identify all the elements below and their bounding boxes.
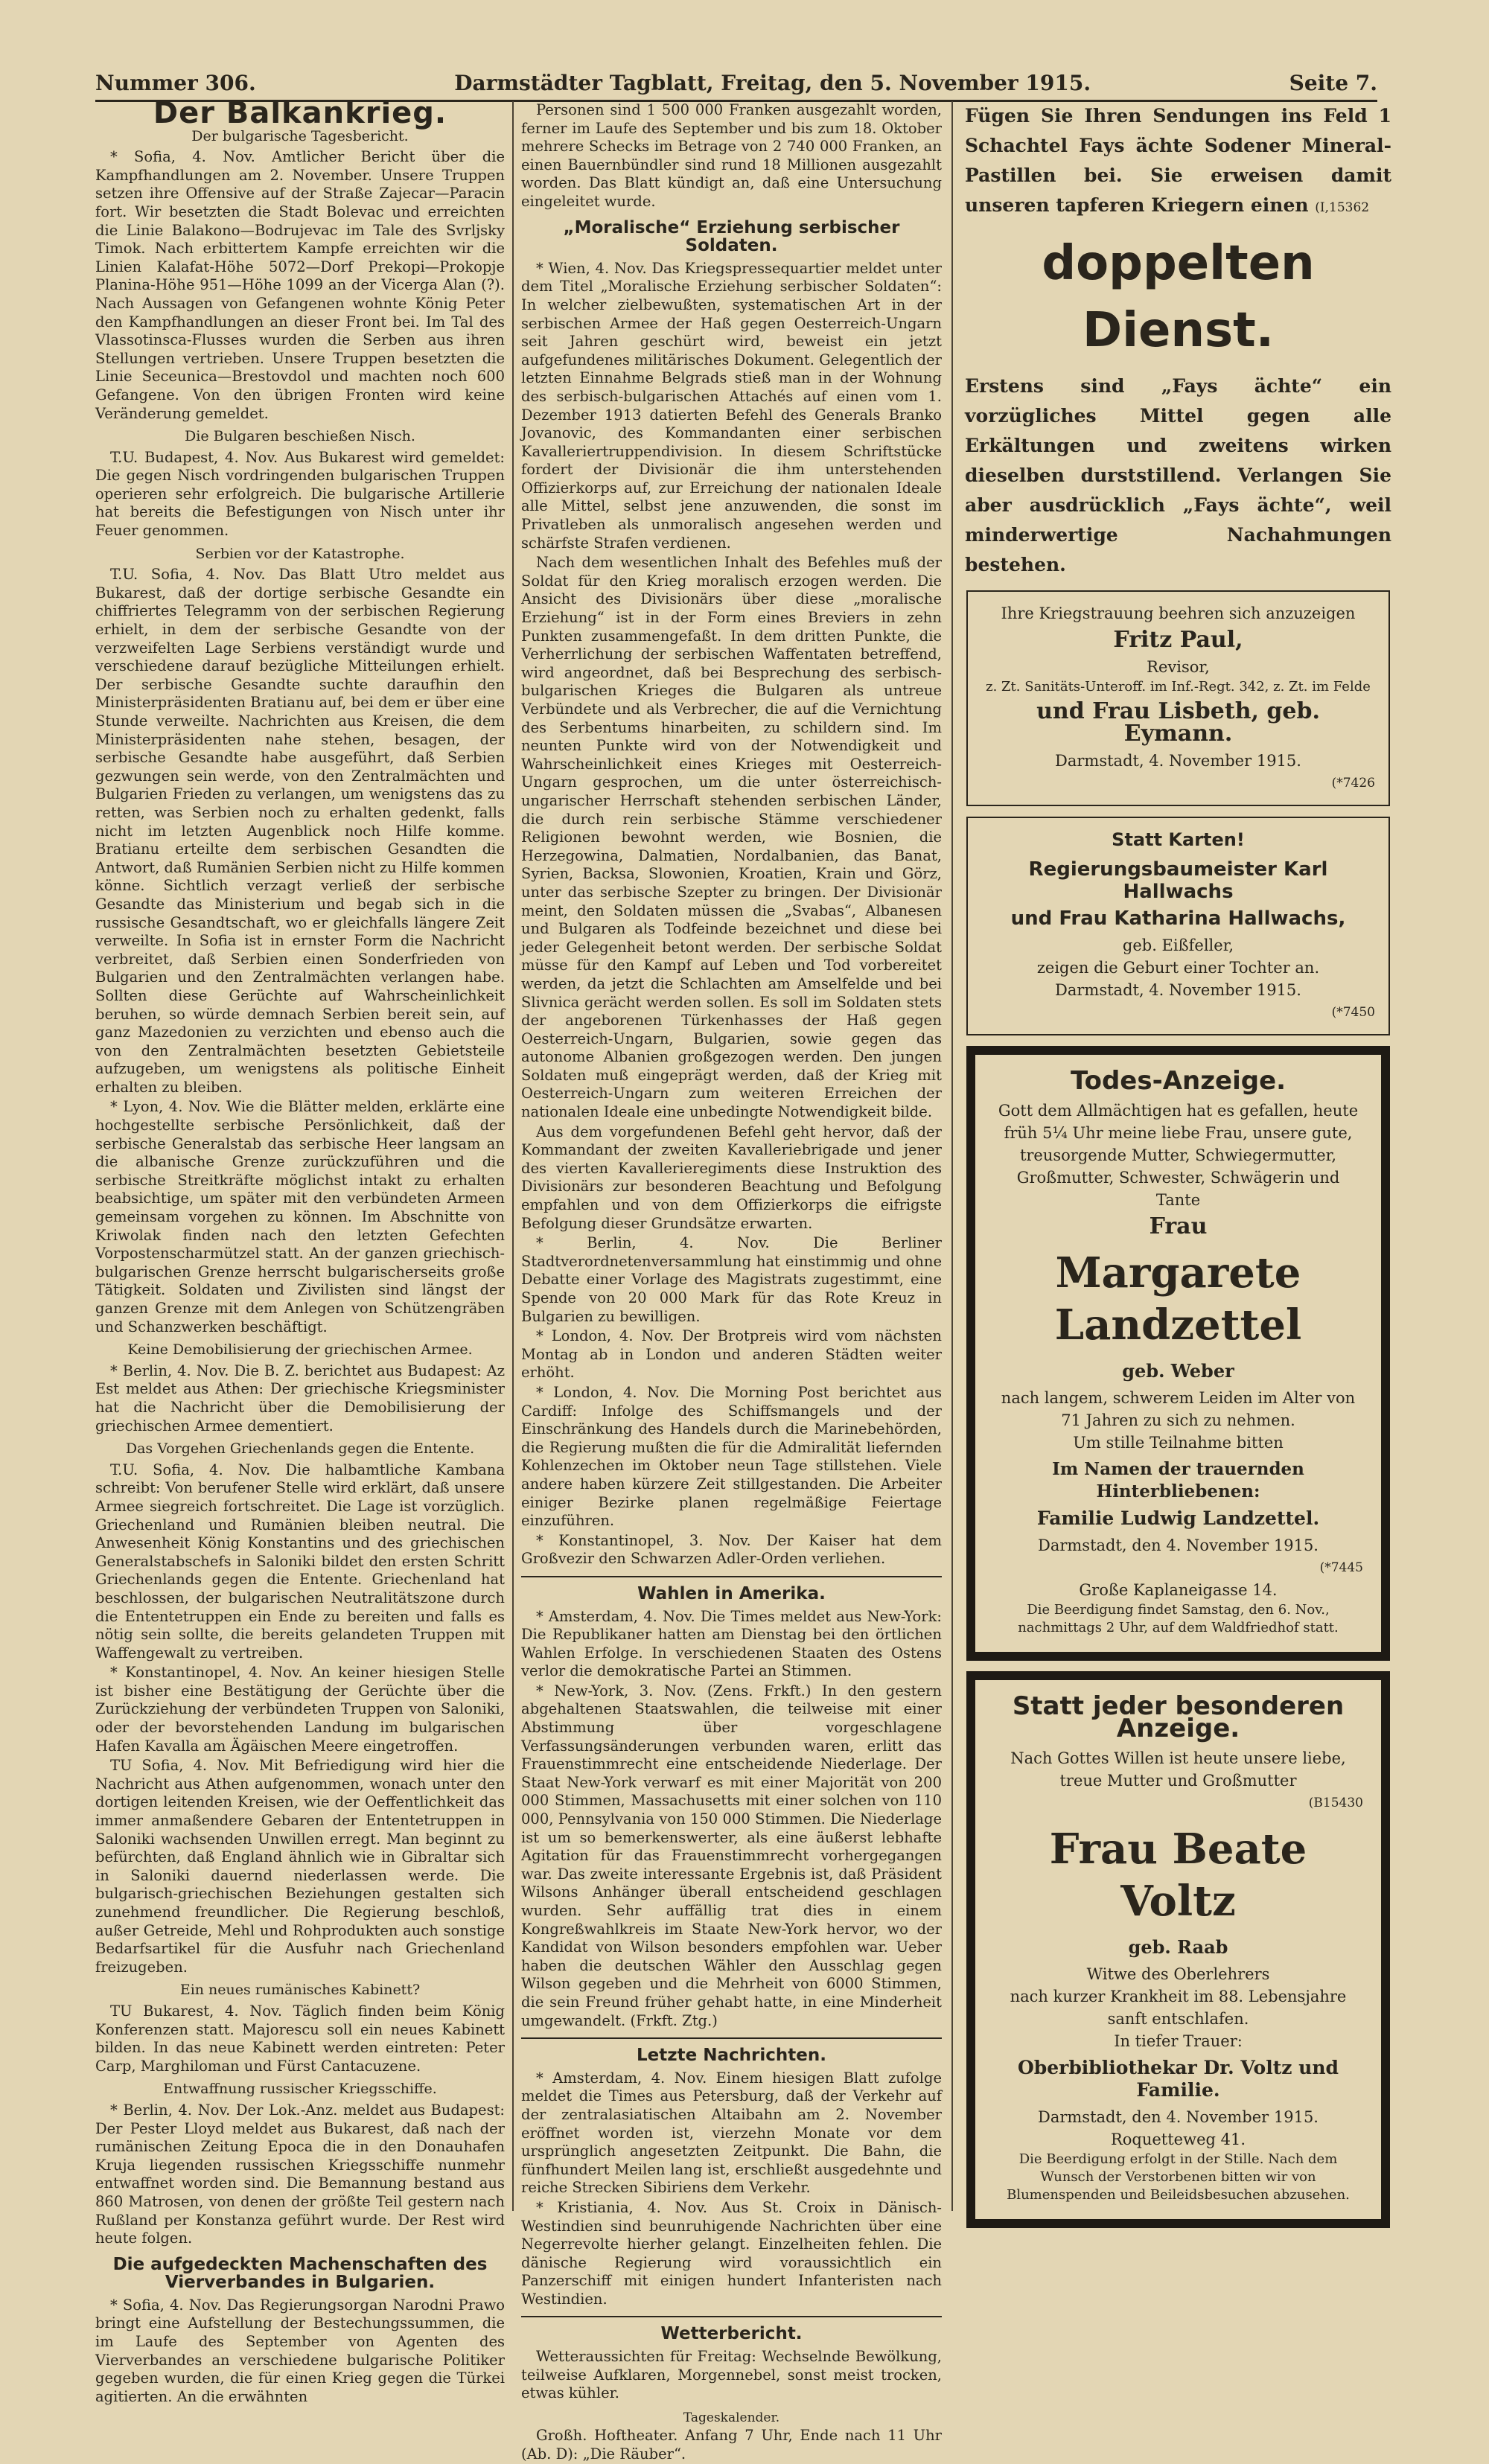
death-notice-voltz (966, 1671, 1390, 2228)
article-paragraph: * Berlin, 4. Nov. Die B. Z. berichtet aus Budapest: Az Est meldet aus Athen: Der griechische Kriegsminister hat die Nachricht über die Demobilisierung der griechischen Armee dementiert. (95, 1362, 505, 1434)
ad-slogan: doppelten Dienst. (1042, 236, 1315, 358)
fays-advertisement (960, 101, 1396, 580)
ad-text: Nach Gottes Willen ist heute unsere liebe, treue Mutter und Großmutter (1010, 1749, 1346, 1790)
article-paragraph: Wetteraussichten für Freitag: Wechselnde Bewölkung, teilweise Aufklaren, Morgennebel, sonst meist trocken, etwas kühler. (521, 2348, 942, 2402)
ad-text: Revisor, (1147, 658, 1210, 676)
birth-announcement (966, 817, 1390, 1035)
death-notice-landzettel (966, 1046, 1390, 1661)
ad-text: Ihre Kriegstrauung beehren sich anzuzeigen (1001, 604, 1356, 622)
ad-text: Im Namen der trauernden Hinterbliebenen: (1052, 1459, 1304, 1501)
section-rule (521, 1576, 942, 1577)
article-paragraph: * Konstantinopel, 4. Nov. An keiner hiesigen Stelle ist bisher eine Bestätigung der Gerüchte über die Zurückziehung der verbündeten Truppen von Saloniki, oder der bevorstehenden Landung im bulgarischen Hafen Kavalla am Ägäischen Meere eingetroffen. (95, 1664, 505, 1755)
ad-text: geb. Raab (1128, 1936, 1228, 1958)
column-1 (95, 96, 505, 2405)
page-number: Seite 7. (1289, 71, 1377, 95)
ad-date: Darmstadt, den 4. November 1915. (1038, 2108, 1319, 2126)
ad-heading: Statt jeder besonderen Anzeige. (1012, 1691, 1345, 1743)
ad-name: Margarete Landzettel (1054, 1248, 1302, 1350)
ad-text: Um stille Teilnahme bitten (1073, 1434, 1284, 1452)
section-rule (521, 2037, 942, 2039)
subheading: Das Vorgehen Griechenlands gegen die Entente. (125, 1440, 475, 1458)
article-paragraph: * Sofia, 4. Nov. Amtlicher Bericht über die Kampfhandlungen am 2. November. Unsere Truppen setzen ihre Offensive auf der Straße Zajecar—Paracin fort. Wir besetzten die Stadt Bolevac und erreichten die Linie Balakono—Bodrujevac im Tale des Svrljsky Timok. Nach erbittertem Kampfe erreichten wir die Linien Kalafat-Höhe 5072—Dorf Prekopi—Prokopje Planina-Höhe 951—Höhe 1099 an der Vicerga Alan (?). Nach Aussagen von Gefangenen wohnte König Peter den Kampfhandlungen an dieser Front bei. Im Tal des Vlassotinsca-Flusses wurden die Serben aus ihren Stellungen vertrieben. Unsere Truppen besetzten die Linie Seceunica—Brestovdol und machten noch 600 Gefangene. Von den übrigen Fronten wird keine Veränderung gemeldet. (95, 148, 505, 422)
section-heading: Die aufgedeckten Machenschaften des Vierverbandes in Bulgarien. (112, 2254, 488, 2293)
subheading: Entwaffnung russischer Kriegsschiffe. (163, 2081, 437, 2098)
ad-text: Große Kaplaneigasse 14. (1079, 1581, 1278, 1599)
ad-reference: (B15430 (1308, 1796, 1363, 1810)
newspaper-title-date: Darmstädter Tagblatt, Freitag, den 5. November 1915. (454, 71, 1091, 95)
section-heading: Wetterbericht. (660, 2324, 803, 2344)
article-paragraph: * New-York, 3. Nov. (Zens. Frkft.) In den gestern abgehaltenen Staatswahlen, die teilweise mit einer Abstimmung über vorgeschlagene Verfassungsänderungen verbunden waren, erlitt das Frauenstimmrecht eine entscheidende Niederlage. Der Staat New-York verwarf es mit einer Majorität von 200 000 Stimmen, Massachusetts mit einer solchen von 110 000, Pennsylvania von 150 000 Stimmen. Die Niederlage ist um so bemerkenswerter, als eine äußerst lebhafte Agitation für das Frauenstimmrecht vorhergegangen war. Das zweite interessante Ergebnis ist, daß Präsident Wilsons Anhänger überall entscheidend geschlagen wurden. Sehr auffällig trat dies in einem Kongreßwahlkreis im Staate New-York hervor, wo der Kandidat von Wilson besonders empfohlen war. Ueber haben die deutschen Wähler den Ausschlag gegen Wilson gegeben und die Mehrheit von 6000 Stimmen, die sein Freund früher gehabt hatte, in eine Minderheit umgewandelt. (Frkft. Ztg.) (521, 1682, 942, 2029)
ad-text: In tiefer Trauer: (1114, 2032, 1243, 2050)
ad-text: Frau (1149, 1213, 1208, 1239)
headline-balkankrieg: Der Balkankrieg. (153, 96, 447, 130)
ad-text: Die Beerdigung findet Samstag, den 6. Nov., nachmittags 2 Uhr, auf dem Waldfriedhof statt. (1018, 1602, 1339, 1635)
article-paragraph: T.U. Budapest, 4. Nov. Aus Bukarest wird gemeldet: Die gegen Nisch vordringenden bulgarischen Truppen operieren sehr erfolgreich. Die bulgarische Artillerie hat bereits die Befestigungen von Nisch unter ihr Feuer genommen. (95, 448, 505, 540)
ad-date: Darmstadt, den 4. November 1915. (1038, 1536, 1319, 1554)
subheading: Keine Demobilisierung der griechischen Armee. (127, 1341, 473, 1359)
ad-text: Erstens sind „Fays ächte“ ein vorzügliches Mittel gegen alle Erkältungen und zweitens wirken dieselben durststillend. Verlangen Sie aber ausdrücklich „Fays ächte“, weil minderwertige Nachahmungen bestehen. (965, 375, 1391, 575)
article-paragraph: Personen sind 1 500 000 Franken ausgezahlt worden, ferner im Laufe des September und bis zum 18. Oktober mehrere Schecks im Betrage von 2 740 000 Franken, an einen Bauernbündler sind rund 18 Millionen ausgezahlt worden. Das Blatt kündigt an, daß eine Untersuchung eingeleitet wurde. (521, 101, 942, 210)
ad-name: und Frau Lisbeth, geb. Eymann. (1036, 698, 1320, 747)
wedding-announcement (966, 590, 1390, 806)
issue-number: Nummer 306. (95, 71, 256, 95)
article-paragraph: * Berlin, 4. Nov. Die Berliner Stadtverordnetenversammlung hat einstimmig und ohne Debatte einer Vorlage des Magistrats zugestimmt, eine Spende von 20 000 Mark für das Rote Kreuz in Bulgarien zu bewilligen. (521, 1234, 942, 1325)
article-paragraph: * Berlin, 4. Nov. Der Lok.-Anz. meldet aus Budapest: Der Pester Lloyd meldet aus Bukarest, daß nach der rumänischen Zeitung Epoca die in den Donauhafen Kruja liegenden russischen Kriegsschiffe nunmehr entwaffnet worden sind. Die Bemannung bestand aus 860 Matrosen, von denen der größte Teil gestern nach Rußland per Konstanza geführt wurde. Der Rest wird heute folgen. (95, 2101, 505, 2247)
article-paragraph: T.U. Sofia, 4. Nov. Das Blatt Utro meldet aus Bukarest, daß der dortige serbische Gesandte ein chiffriertes Telegramm von der serbischen Regierung erhielt, in dem der serbische Gesandte von der verzweifelten Lage Serbiens verständigt wurde und verschiedene darauf bezügliche Mitteilungen erhielt. Der serbische Gesandte suchte daraufhin den Ministerpräsidenten Bratianu auf, bei dem er über eine Stunde verweilte. Nachrichten aus Kreisen, die dem Ministerpräsidenten nahe stehen, besagen, der serbische Gesandte habe ausgeführt, daß Serbien gezwungen sein werde, von den Zentralmächten und Bulgarien Frieden zu verlangen, um wenigstens das zu retten, was Serbien noch zu erhalten gedenkt, falls nicht im letzten Augenblick noch Hilfe komme. Bratianu erteilte dem serbischen Gesandten die Antwort, daß Rumänien Serbien nicht zu Hilfe kommen könne. Sichtlich verzagt verließ der serbische Gesandte das Ministerium und begab sich in die russische Gesandtschaft, wo er gleichfalls längere Zeit verweilte. In Sofia ist in ernster Form die Nachricht verbreitet, daß Serbien einen Sonderfrieden von Bulgarien und den Zentralmächten verlangen habe. Sollten diese Gerüchte auf Wahrscheinlichkeit beruhen, so würde demnach Serbien bereit sein, auf ganz Mazedonien zu verzichten und ebenso auch die von den Zentralmächten besetzten Gebietsteile aufzugeben, um wenigstens als politische Einheit erhalten zu bleiben. (95, 566, 505, 1096)
ad-text: Familie Ludwig Landzettel. (1036, 1507, 1320, 1529)
article-paragraph: * Wien, 4. Nov. Das Kriegspressequartier meldet unter dem Titel „Moralische Erziehung serbischer Soldaten“: In welcher zielbewußten, systematischen Art in der serbischen Armee der Haß gegen Oesterreich-Ungarn seit Jahren geschürt wird, beweist ein jetzt aufgefundenes militärisches Dokument. Gelegentlich der letzten Einnahme Belgrads stieß man in der Wohnung des serbisch-bulgarischen Attachés auf einen vom 1. Dezember 1913 datierten Befehl des Generals Branko Jovanovic, des Kommandanten einer serbischen Kavalleriertruppendivision. In diesem Schriftstücke fordert der Divisionär die ihm unterstehenden Offizierkorps auf, zur Erreichung der nationalen Ideale alle Mittel, selbst jene anzuwenden, die sonst im Privatleben als unmoralisch angesehen werden und schärfste Strafen verdienen. (521, 259, 942, 552)
ad-name: Frau Beate Voltz (1049, 1825, 1307, 1926)
article-paragraph: Großh. Hoftheater. Anfang 7 Uhr, Ende nach 11 Uhr (Ab. D): „Die Räuber“. (521, 2427, 942, 2463)
ad-text: geb. Weber (1122, 1360, 1234, 1382)
ad-name: Regierungsbaumeister Karl Hallwachs (1028, 858, 1328, 903)
ad-reference: (*7426 (1331, 776, 1375, 791)
article-paragraph: TU Sofia, 4. Nov. Mit Befriedigung wird hier die Nachricht aus Athen aufgenommen, wonach unter den dortigen leitenden Kreisen, wie der Oeffentlichkeit das immer anmaßendere Gebaren der Ententetruppen in Saloniki wachsenden Unwillen erregt. Man beginnt zu befürchten, daß England ähnlich wie in Gibraltar sich in Saloniki dauernd niederlassen werde. Die bulgarisch-griechischen Beziehungen gestalten sich zunehmend freundlicher. Die Regierung beschloß, außer Getreide, Mehl und Rohprodukten auch sonstige Bedarfsartikel für die Ausfuhr nach Griechenland freizugeben. (95, 1757, 505, 1976)
column-3-ads (960, 101, 1396, 2211)
ad-text: nach kurzer Krankheit im 88. Lebensjahre sanft entschlafen. (1010, 1988, 1347, 2028)
ad-date: Darmstadt, 4. November 1915. (1055, 981, 1301, 999)
ad-text: zeigen die Geburt einer Tochter an. (1036, 959, 1320, 977)
ad-name: Fritz Paul, (1113, 627, 1243, 653)
section-heading: „Moralische“ Erziehung serbischer Soldaten. (563, 217, 900, 256)
article-paragraph: * Kristiania, 4. Nov. Aus St. Croix in Dänisch-Westindien sind beunruhigende Nachrichten über eine Negerrevolte hierher gelangt. Einzelheiten fehlen. Die dänische Regierung wird voraussichtlich ein Panzerschiff mit einigen hundert Infanteristen nach Westindien. (521, 2198, 942, 2308)
article-paragraph: * Lyon, 4. Nov. Wie die Blätter melden, erklärte eine hochgestellte serbische Persönlichkeit, daß der serbische Generalstab das serbische Heer langsam an die albanische Grenze zurückzuführen und die serbische Streitkräfte möglichst intakt zu erhalten beabsichtige, um später mit den verbündeten Armeen gemeinsam vorgehen zu können. Im Abschnitte von Kriwolak finden nach den letzten Gefechten Vorpostenscharmützel statt. An der ganzen griechisch-bulgarischen Grenze herrscht bulgarischerseits große Tätigkeit. Soldaten und Zivilisten sind längst der ganzen Grenze mit dem Anlegen von Schützengräben und Schanzwerken beschäftigt. (95, 1098, 505, 1335)
subheading: Die Bulgaren beschießen Nisch. (185, 428, 415, 445)
article-paragraph: * London, 4. Nov. Die Morning Post berichtet aus Cardiff: Infolge des Schiffsmangels und der Einschränkung des Handels durch die Marinebehörden, die Regierung mußten die für die Admiralität liefernden Kohlenzechen im Oktober neun Tage stillstehen. Viele andere haben kürzere Zeit stillgestanden. Die Arbeiter einiger Bezirke planen regelmäßige Feiertage einzuführen. (521, 1383, 942, 1530)
ad-text: nach langem, schwerem Leiden im Alter von 71 Jahren zu sich zu nehmen. (1001, 1389, 1356, 1429)
article-paragraph: * Sofia, 4. Nov. Das Regierungsorgan Narodni Prawo bringt eine Aufstellung der Bestechungssummen, die im Laufe des September von Agenten des Vierverbandes an verschiedene bulgarische Politiker gegeben wurden, die für einen Krieg gegen die Türkei agitierten. An die erwähnten (95, 2296, 505, 2405)
ad-text: Fügen Sie Ihren Sendungen ins Feld 1 Schachtel Fays ächte Sodener Mineral-Pastillen bei. Sie erweisen damit unseren tapferen Kriegern einen (965, 105, 1391, 216)
ad-text: geb. Eißfeller, (1122, 936, 1234, 954)
article-paragraph: * Amsterdam, 4. Nov. Die Times meldet aus New-York: Die Republikaner hatten am Dienstag bei den örtlichen Wahlen Erfolge. In verschiedenen Staaten des Ostens verlor die demokratische Partei an Stimmen. (521, 1607, 942, 1680)
subheading: Serbien vor der Katastrophe. (195, 545, 405, 562)
ad-name: und Frau Katharina Hallwachs, (1010, 907, 1346, 930)
section-rule (521, 2316, 942, 2317)
section-heading: Wahlen in Amerika. (637, 1583, 826, 1603)
column-rule (951, 101, 953, 2211)
ad-text: Gott dem Allmächtigen hat es gefallen, heute früh 5¼ Uhr meine liebe Frau, unsere gute, treusorgende Mutter, Schwiegermutter, Großmutter, Schwester, Schwägerin und Tante (998, 1102, 1359, 1209)
article-paragraph: T.U. Sofia, 4. Nov. Die halbamtliche Kambana schreibt: Von berufener Stelle wird erklärt, daß unsere Armee siegreich fortschreitet. Die Lage ist vorzüglich. Griechenland und Rumänien bleiben neutral. Die Anwesenheit König Konstantins und des griechischen Generalstabschefs in Saloniki bildet den ersten Schritt Griechenlands gegen die Entente. Griechenland hat beschlossen, der bulgarischen Neutralitätszone durch die Ententetruppen ein Ende zu bereiten und falls es nötig sein sollte, die bereits gelandeten Truppen mit Waffengewalt zu vertreiben. (95, 1461, 505, 1662)
article-paragraph: * London, 4. Nov. Der Brotpreis wird vom nächsten Montag ab in London und anderen Städten weiter erhöht. (521, 1327, 942, 1382)
article-paragraph: Aus dem vorgefundenen Befehl geht hervor, daß der Kommandant der zweiten Kavalleriebrigade und jener des vierten Kavallerieregiments diese Instruktion des Divisionärs zur besonderen Beachtung und Befolgung empfahlen und von dem Offizierkorps die eifrigste Befolgung dieser Grundsätze erwarten. (521, 1123, 942, 1232)
ad-reference: (I,15362 (1315, 200, 1370, 215)
ad-heading: Statt Karten! (1112, 829, 1245, 850)
column-rule (512, 101, 514, 2211)
ad-heading: Todes-Anzeige. (1070, 1066, 1286, 1096)
ad-text: z. Zt. Sanitäts-Unteroff. im Inf.-Regt. 342, z. Zt. im Felde (986, 679, 1371, 695)
subheading: Ein neues rumänisches Kabinett? (179, 1982, 421, 1999)
column-2 (521, 101, 942, 2463)
ad-text: Oberbibliothekar Dr. Voltz und Familie. (1017, 2057, 1339, 2101)
article-paragraph: Nach dem wesentlichen Inhalt des Befehles muß der Soldat für den Krieg moralisch erzogen werden. Die Ansicht des Divisionärs über diese „moralische Erziehung“ ist in der Form eines Breviers in zehn Punkten zusammengefaßt. In dem dritten Punkte, die Verherrlichung der serbischen Waffentaten betreffend, wird angeordnet, daß bei Besprechung des serbisch-bulgarischen Krieges die Bulgaren als untreue Verbündete und als Verbrecher, die auf die Vernichtung des Serbentums hinarbeiten, zu schildern sind. Im neunten Punkte wird von der Notwendigkeit und Wahrscheinlichkeit eines Krieges mit Oesterreich-Ungarn gesprochen, um die unter österreichisch-ungarischer Herrschaft stehenden serbischen Länder, die durch rein serbische Stämme verschiedener Religionen bewohnt werden, wie Bosnien, die Herzegowina, Dalmatien, Nordalbanien, das Banat, Syrien, Backsa, Slowonien, Kroatien, Krain und Görz, unter das serbische Szepter zu bringen. Der Divisionär meint, den Soldaten müssen die „Svabas“, Albanesen und Bulgaren als Todfeinde bezeichnet und diese bei jeder Gelegenheit betont werden. Der serbische Soldat müsse für den Kampf auf Leben und Tod vorbereitet werden, da jetzt die Schlachten am Amselfelde und bei Slivnica gerächt werden sollen. Es soll im Soldaten stets der angeborenen Türkenhasses der Haß gegen Oesterreich-Ungarn, Bulgarien, sowie gegen das autonome Albanien großgezogen werden. Den jungen Soldaten muß eingeprägt werden, daß der Krieg mit Oesterreich-Ungarn zum weiteren Erreichen der nationalen Ideale eine unbedingte Notwendigkeit bilde. (521, 554, 942, 1121)
ad-text: Roquetteweg 41. (1110, 2131, 1246, 2148)
article-paragraph: * Amsterdam, 4. Nov. Einem hiesigen Blatt zufolge meldet die Times aus Petersburg, daß der Verkehr auf der zentralasiatischen Altaibahn am 2. November eröffnet worden ist, vierzehn Monate vor dem ursprünglich angesetzten Zeitpunkt. Die Bahn, die fünfhundert Meilen lang ist, erschließt ausgedehnte und reiche Strecken Sibiriens dem Verkehr. (521, 2069, 942, 2197)
ad-text: Witwe des Oberlehrers (1086, 1965, 1270, 1983)
subheading: Der bulgarische Tagesbericht. (191, 127, 409, 144)
article-paragraph: TU Bukarest, 4. Nov. Täglich finden beim König Konferenzen statt. Majorescu soll ein neues Kabinett bilden. In das neue Kabinett werden eintreten: Peter Carp, Marghiloman und Fürst Cantacuzene. (95, 2002, 505, 2075)
ad-date: Darmstadt, 4. November 1915. (1055, 752, 1301, 770)
ad-reference: (*7445 (1319, 1560, 1363, 1575)
calendar-title: Tageskalender. (683, 2410, 780, 2425)
article-paragraph: * Konstantinopel, 3. Nov. Der Kaiser hat dem Großvezir den Schwarzen Adler-Orden verliehen. (521, 1531, 942, 1568)
ad-reference: (*7450 (1331, 1005, 1375, 1020)
ad-text: Die Beerdigung erfolgt in der Stille. Nach dem Wunsch der Verstorbenen bitten wir von Blumenspenden und Beileidsbesuchen abzusehen. (1007, 2151, 1350, 2203)
section-heading: Letzte Nachrichten. (637, 2046, 826, 2066)
